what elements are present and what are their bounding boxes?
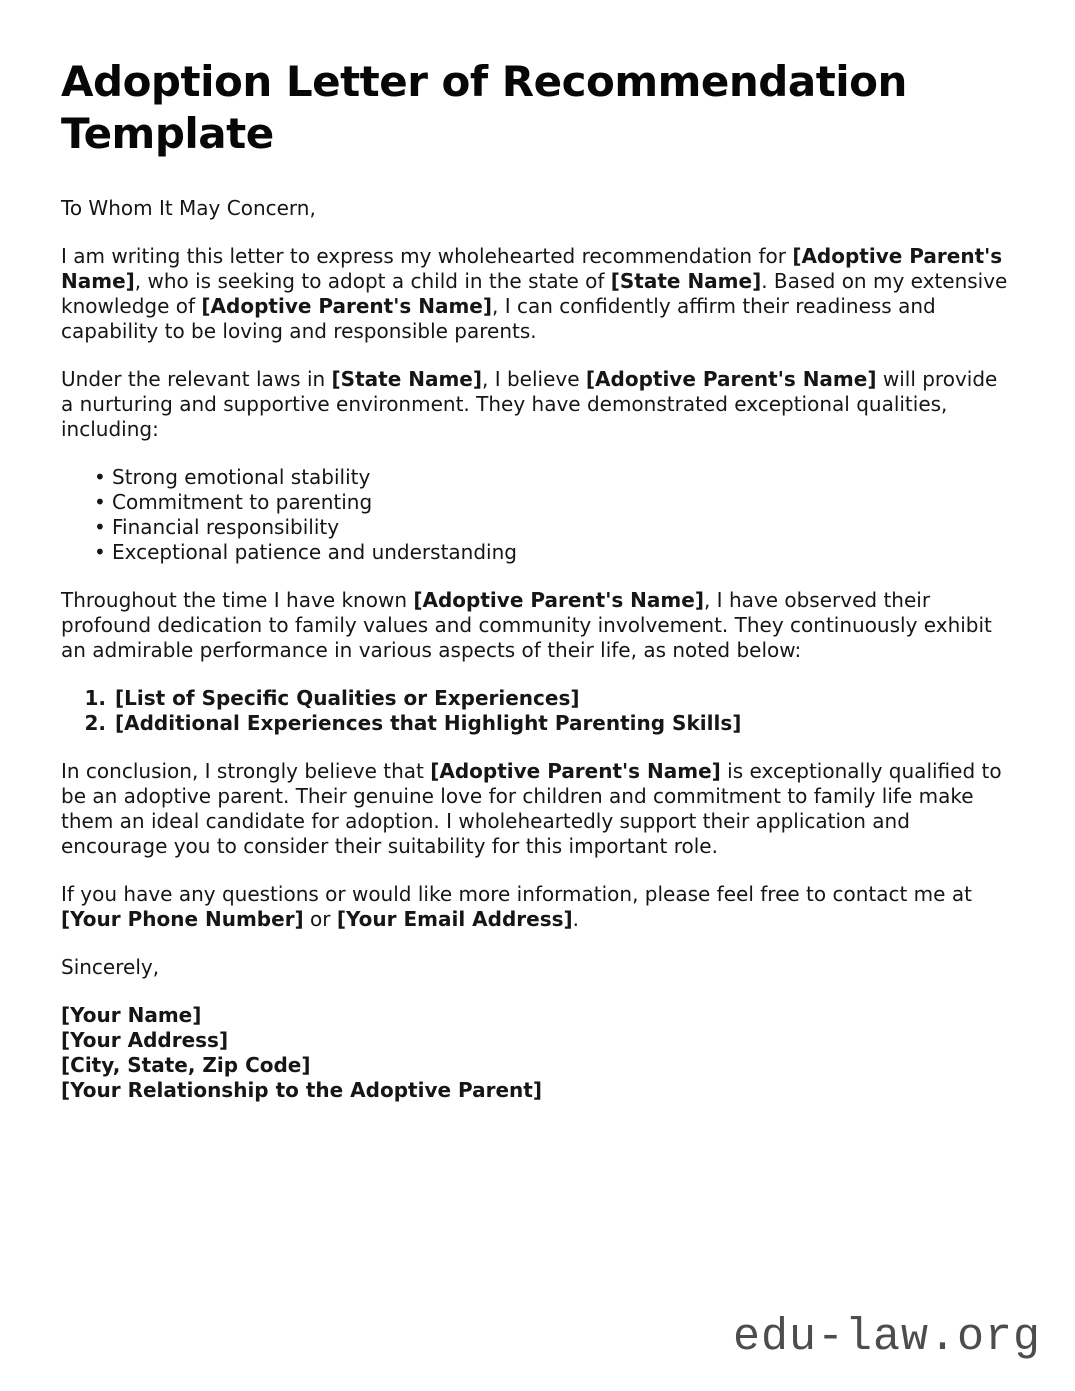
text-run: I am writing this letter to express my wholehearted recommendation for	[61, 244, 793, 268]
text-run: Under the relevant laws in	[61, 367, 332, 391]
list-item: 1. [List of Specific Qualities or Experiences]	[113, 686, 1014, 711]
text-run: . Based on my extensive knowledge of	[61, 269, 1008, 318]
qualities-bullet-list	[61, 465, 1014, 565]
paragraph-observations	[61, 588, 1014, 663]
text-run: , I have observed their profound dedication to family values and community involvement. They continuously exhibit an admirable performance in various aspects of their life, as noted below:	[61, 588, 992, 662]
paragraph-laws	[61, 367, 1014, 442]
text-run: or	[303, 907, 337, 931]
text-run: is exceptionally qualified to be an adoptive parent. Their genuine love for children and commitment to family life make them an ideal candidate for adoption. I wholeheartedly support their application and encourage you to consider their suitability for this important role.	[61, 759, 1002, 858]
salutation: To Whom It May Concern,	[61, 196, 316, 220]
placeholder-token: [Adoptive Parent's Name]	[413, 588, 704, 612]
text-run: Throughout the time I have known	[61, 588, 414, 612]
list-item: [Your Address]	[61, 1028, 229, 1052]
page-title: Adoption Letter of Recommendation Template	[61, 57, 907, 158]
placeholder-token: [Your Phone Number]	[61, 907, 304, 931]
list-item: • Financial responsibility	[92, 515, 1014, 540]
placeholder-token: [Adoptive Parent's Name]	[585, 367, 877, 391]
list-item: [Your Relationship to the Adoptive Parent]	[61, 1078, 542, 1102]
placeholder-token: [Adoptive Parent's Name]	[430, 759, 721, 783]
text-run: , I can confidently affirm their readiness and capability to be loving and responsible parents.	[61, 294, 936, 343]
closing: Sincerely,	[61, 955, 160, 979]
list-item: 2. [Additional Experiences that Highlight Parenting Skills]	[113, 711, 1014, 736]
experiences-numbered-list	[61, 686, 1014, 736]
paragraph-conclusion	[61, 759, 1014, 859]
paragraph-introduction	[61, 244, 1014, 344]
list-item: • Exceptional patience and understanding	[92, 540, 1014, 565]
text-run: In conclusion, I strongly believe that	[61, 759, 431, 783]
list-item: • Commitment to parenting	[92, 490, 1014, 515]
placeholder-token: [State Name]	[610, 269, 762, 293]
site-url-watermark: edu-law.org	[732, 1312, 1041, 1363]
text-run: .	[572, 907, 580, 931]
placeholder-token: [Adoptive Parent's Name]	[61, 244, 1003, 293]
text-run: If you have any questions or would like more information, please feel free to contact me at	[61, 882, 972, 906]
text-run: will provide a nurturing and supportive environment. They have demonstrated exceptional qualities, including:	[61, 367, 998, 441]
list-item: • Strong emotional stability	[92, 465, 1014, 490]
paragraph-contact	[61, 882, 1014, 932]
list-item: [Your Name]	[61, 1003, 202, 1027]
text-run: , I believe	[482, 367, 586, 391]
signature-block	[61, 1003, 1014, 1103]
placeholder-token: [Your Email Address]	[336, 907, 573, 931]
placeholder-token: [Adoptive Parent's Name]	[201, 294, 492, 318]
list-item: [City, State, Zip Code]	[61, 1053, 311, 1077]
placeholder-token: [State Name]	[331, 367, 482, 391]
text-run: , who is seeking to adopt a child in the state of	[134, 269, 611, 293]
